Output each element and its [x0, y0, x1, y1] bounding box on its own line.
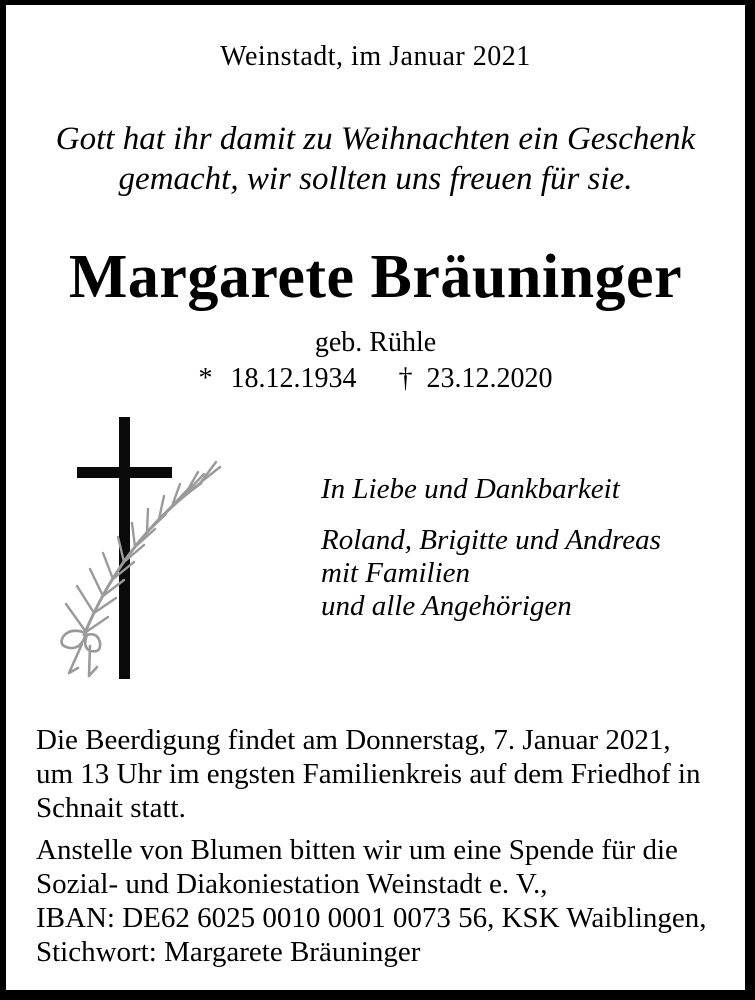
epigraph-quote: [6, 119, 745, 199]
mourner-line: mit Familien: [321, 557, 471, 589]
funeral-info-paragraph: [36, 723, 700, 825]
funeral-line: Die Beerdigung findet am Donnerstag, 7. Januar 2021,: [36, 724, 671, 756]
deceased-name: Margarete Bräuninger: [68, 243, 683, 311]
place-dateline: Weinstadt, im Januar 2021: [220, 41, 531, 72]
maiden-name: geb. Rühle: [314, 327, 437, 358]
death-dagger-symbol: †: [398, 363, 413, 394]
tribute-block: [321, 473, 661, 623]
birth-date: 18.12.1934: [230, 363, 357, 394]
donation-line: Sozial- und Diakoniestation Weinstadt e. V.,: [36, 868, 548, 900]
tribute-opening: In Liebe und Dankbarkeit: [321, 473, 620, 505]
funeral-line: um 13 Uhr im engsten Familienkreis auf dem Friedhof in: [36, 758, 701, 790]
donation-line: Stichwort: Margarete Bräuninger: [36, 936, 421, 968]
birth-star-symbol: *: [198, 363, 213, 394]
epigraph-line-1: Gott hat ihr damit zu Weihnachten ein Geschenk: [55, 121, 696, 157]
donation-line: IBAN: DE62 6025 0010 0001 0073 56, KSK Waiblingen,: [36, 902, 707, 934]
epigraph-line-2: gemacht, wir sollten uns freuen für sie.: [118, 161, 633, 197]
funeral-line: Schnait statt.: [36, 792, 186, 824]
donation-line: Anstelle von Blumen bitten wir um eine Spende für die: [36, 834, 678, 866]
death-date: 23.12.2020: [426, 363, 553, 394]
mourner-line: und alle Angehörigen: [321, 590, 572, 622]
life-dates: [6, 363, 745, 395]
donation-info-paragraph: [36, 833, 707, 969]
mourner-line: Roland, Brigitte und Andreas: [321, 524, 661, 556]
obituary-sheet: [6, 5, 745, 990]
cross-with-palm-branch-icon: [46, 407, 246, 692]
